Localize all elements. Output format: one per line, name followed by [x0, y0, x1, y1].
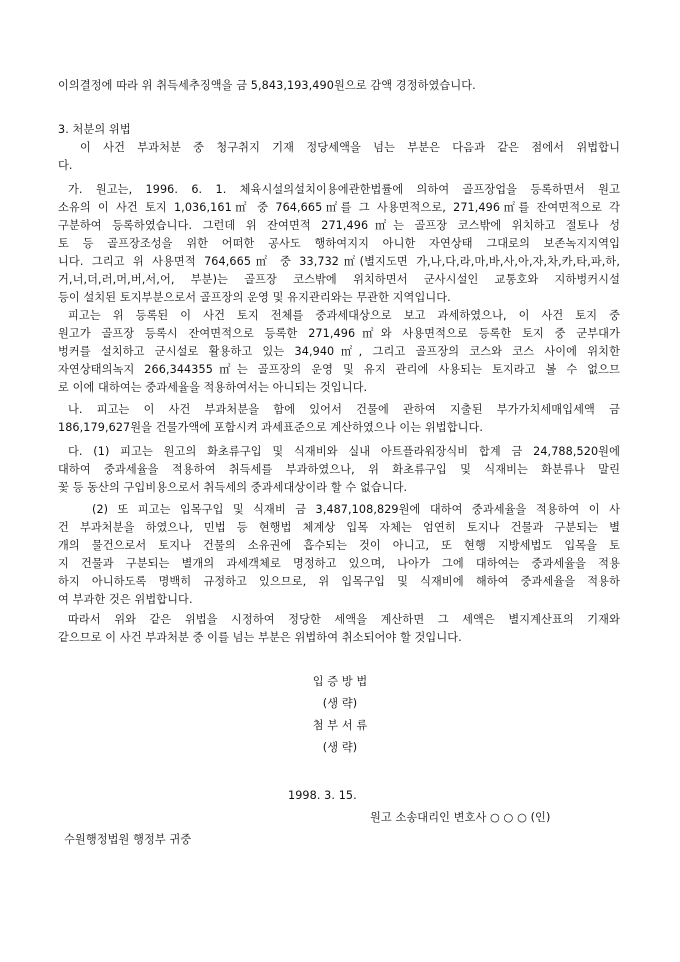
attachments-omitted: (생 략) — [322, 741, 358, 754]
conclusion-line: 같으므로 이 사건 부과처분 중 이를 넘는 부분은 위법하여 취소되어야 할 것입니다. — [58, 631, 462, 644]
section-lead-line: 다. — [58, 159, 73, 172]
paragraph-line: (2) 또 피고는 입목구입 및 식재비 금 3,487,108,829원에 대하여 중과세율을 적용하여 이 사 — [92, 503, 620, 516]
paragraph-line: 피고는 위 등록된 이 사건 토지 전체를 중과세대상으로 보고 과세하였으나, 이 사건 토지 중 — [68, 309, 620, 322]
paragraph-line: 개의 물건으로서 토지나 건물의 소유권에 흡수되는 것이 아니고, 또 현행 지방세법도 입목을 토 — [58, 539, 620, 552]
evidence-heading: 입 증 방 법 — [312, 675, 368, 688]
paragraph-line: 건 부과처분을 하였으나, 민법 등 현행법 체계상 입목 자체는 엄연히 토지나 건물과 구분되는 별 — [58, 521, 620, 534]
conclusion-line: 따라서 위와 같은 위법을 시정하여 정당한 세액을 계산하면 그 세액은 별지계산표의 기재와 — [68, 613, 620, 626]
section-lead-line: 이 사건 부과처분 중 청구취지 기재 정당세액을 넘는 부분은 다음과 같은 점에서 위법합니 — [80, 141, 620, 154]
attachments-heading: 첨 부 서 류 — [312, 719, 368, 732]
filing-date: 1998. 3. 15. — [288, 789, 357, 802]
paragraph-line: 원고가 골프장 등록시 잔여면적으로 등록한 271,496㎡와 사용면적으로 등록한 토지 중 군부대가 — [58, 327, 620, 340]
paragraph-line: 벙커를 설치하고 군시설로 활용하고 있는 34,940㎡, 그리고 골프장의 코스와 코스 사이에 위치한 — [58, 345, 620, 358]
paragraph-line: 거,너,더,러,머,버,서,어, 부분)는 골프장 코스밖에 위치하면서 군사시설인 교통호와 지하벙커시설 — [58, 273, 620, 286]
paragraph-line: 꽃 등 동산의 구입비용으로서 취득세의 중과세대상이라 할 수 없습니다. — [58, 481, 408, 494]
section-heading: 3. 처분의 위법 — [58, 123, 131, 136]
paragraph-line: 가. 원고는, 1996. 6. 1. 체육시설의설치이용에관한법률에 의하여 골프장업을 등록하면서 원고 — [68, 183, 620, 196]
addressee: 수원행정법원 행정부 귀중 — [64, 833, 192, 846]
paragraph-line: 소유의 이 사건 토지 1,036,161㎡ 중 764,665㎡를 그 사용면적으로, 271,496㎡를 잔여면적으로 각 — [58, 201, 620, 214]
paragraph-line: 토 등 골프장조성을 위한 어떠한 공사도 행하여지지 아니한 자연상태 그대로의 보존녹지지역입 — [58, 237, 620, 250]
paragraph-line: 지 건물과 구분되는 별개의 과세객체로 명정하고 있으며, 나아가 그에 대하여는 중과세율을 적용 — [58, 557, 620, 570]
intro-line: 이의결정에 따라 위 취득세추징액을 금 5,843,193,490원으로 감액 경정하였습니다. — [58, 79, 476, 92]
paragraph-line: 로 이에 대하여는 중과세율을 적용하여서는 아니되는 것입니다. — [58, 381, 368, 394]
paragraph-line: 나. 피고는 이 사건 부과처분을 함에 있어서 건물에 관하여 지출된 부가가치세매입세액 금 — [68, 403, 620, 416]
paragraph-line: 등이 설치된 토지부분으로서 골프장의 운영 및 유지관리와는 무관한 지역입니다. — [58, 291, 451, 304]
paragraph-line: 자연상태의녹지 266,344355㎡는 골프장의 운영 및 유지 관리에 사용되는 토지라고 볼 수 없으므 — [58, 363, 620, 376]
paragraph-line: 대하여 중과세율을 적용하여 취득세를 부과하였으나, 위 화초류구입 및 식재비는 화분류나 말린 — [58, 463, 620, 476]
paragraph-line: 구분하여 등록하였습니다. 그런데 위 잔여면적 271,496㎡는 골프장 코스밖에 위치하고 절토나 성 — [58, 219, 620, 232]
paragraph-line: 하지 아니하도록 명백히 규정하고 있으므로, 위 입목구입 및 식재비에 해하여 중과세율을 적용하 — [58, 575, 620, 588]
paragraph-line: 다. (1) 피고는 원고의 화초류구입 및 식재비와 실내 아트플라워장식비 합계 금 24,788,520원에 — [68, 445, 620, 458]
paragraph-line: 여 부과한 것은 위법합니다. — [58, 593, 193, 606]
paragraph-line: 니다. 그리고 위 사용면적 764,665㎡ 중 33,732㎡(별지도면 가,나,다,라,마,바,사,아,자,차,카,타,파,하, — [58, 255, 620, 268]
paragraph-line: 186,179,627원을 건물가액에 포함시켜 과세표준으로 계산하였으나 이는 위법합니다. — [58, 421, 484, 434]
evidence-omitted: (생 략) — [322, 697, 358, 710]
signer-line: 원고 소송대리인 변호사 ○ ○ ○ (인) — [370, 811, 551, 824]
